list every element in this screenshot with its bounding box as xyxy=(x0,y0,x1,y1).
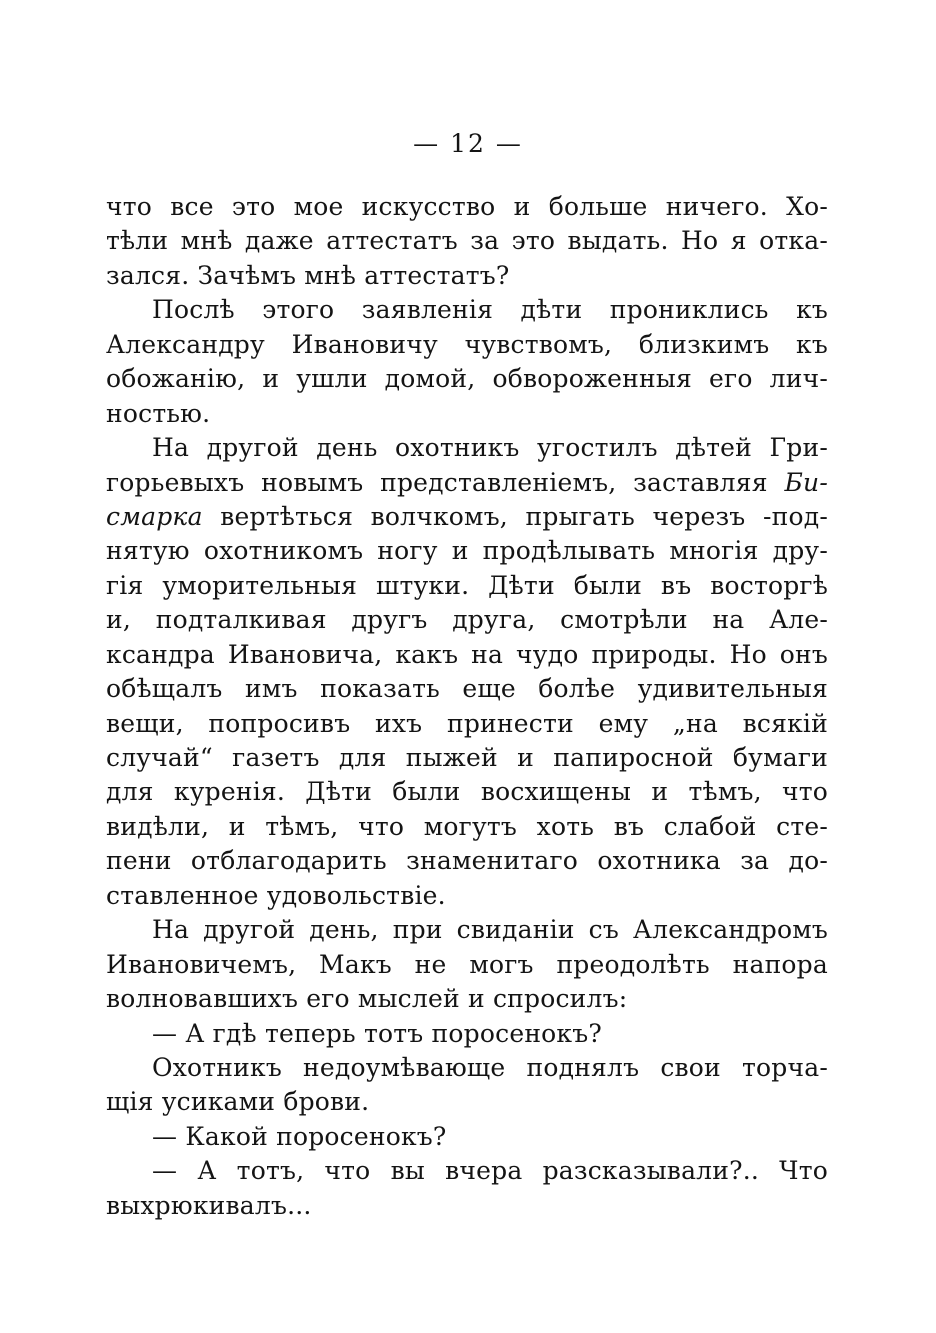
text-line: ностью. xyxy=(106,398,211,428)
text-line: — А тотъ, что вы вчера разсказывали?.. Что xyxy=(152,1156,828,1186)
text-line-mixed xyxy=(106,500,828,534)
text-line-italic-part: смарка xyxy=(106,501,203,531)
text-line: щія усиками брови. xyxy=(106,1087,370,1117)
text-line: — Какой поросенокъ? xyxy=(152,1121,447,1151)
text-line: для куренія. Дѣти были восхищены и тѣмъ, что xyxy=(106,777,828,807)
text-line: и, подталкивая другъ друга, смотрѣли на Але- xyxy=(106,605,828,635)
text-line: выхрюкивалъ... xyxy=(106,1190,312,1220)
text-line-mixed xyxy=(106,466,828,500)
text-line: гія уморительныя штуки. Дѣти были въ восторгѣ xyxy=(106,570,828,600)
text-line: волновавшихъ его мыслей и спросилъ: xyxy=(106,984,628,1014)
text-line: На другой день, при свиданіи съ Александромъ xyxy=(152,915,828,945)
page-number: — 12 — xyxy=(413,129,523,158)
text-line: обѣщалъ имъ показать еще болѣе удивительныя xyxy=(106,674,828,704)
text-line: случай“ газетъ для пыжей и папиросной бумаги xyxy=(106,743,828,772)
text-line: видѣли, и тѣмъ, что могутъ хоть въ слабой сте- xyxy=(106,811,828,841)
body-text xyxy=(106,190,828,1223)
text-line: ставленное удовольствіе. xyxy=(106,880,446,910)
text-line: — А гдѣ теперь тотъ поросенокъ? xyxy=(152,1018,602,1048)
text-line: На другой день охотникъ угостилъ дѣтей Гри- xyxy=(152,433,828,463)
text-line: обожанію, и ушли домой, обвороженныя его лич- xyxy=(106,364,828,394)
text-line: вещи, попросивъ ихъ принести ему „на всякій xyxy=(106,708,828,738)
text-line: нятую охотникомъ ногу и продѣлывать многія дру- xyxy=(106,536,828,566)
text-line-part: горьевыхъ новымъ представленіемъ, заставляя xyxy=(106,467,785,497)
text-line: Александру Ивановичу чувствомъ, близкимъ къ xyxy=(106,329,828,359)
text-line-part: вертѣться волчкомъ, прыгать черезъ -под- xyxy=(202,501,828,531)
text-line: Охотникъ недоумѣвающе поднялъ свои торча- xyxy=(152,1052,828,1082)
text-line: что все это мое искусство и больше ничего. Хо- xyxy=(106,192,828,221)
text-line-italic-part: Би- xyxy=(784,467,828,497)
text-line: тѣли мнѣ даже аттестатъ за это выдать. Но я отка- xyxy=(106,226,828,256)
text-line: Послѣ этого заявленія дѣти проникли‌сь къ xyxy=(152,295,828,325)
text-line: зался. Зачѣмъ мнѣ аттестатъ? xyxy=(106,260,510,290)
text-line: Ивановичемъ, Макъ не могъ преодолѣть напора xyxy=(106,949,828,979)
text-line: ксандра Ивановича, какъ на чудо природы. Но онъ xyxy=(106,639,828,669)
text-line: пени отблагодарить знаменитаго охотника за до- xyxy=(106,846,828,876)
